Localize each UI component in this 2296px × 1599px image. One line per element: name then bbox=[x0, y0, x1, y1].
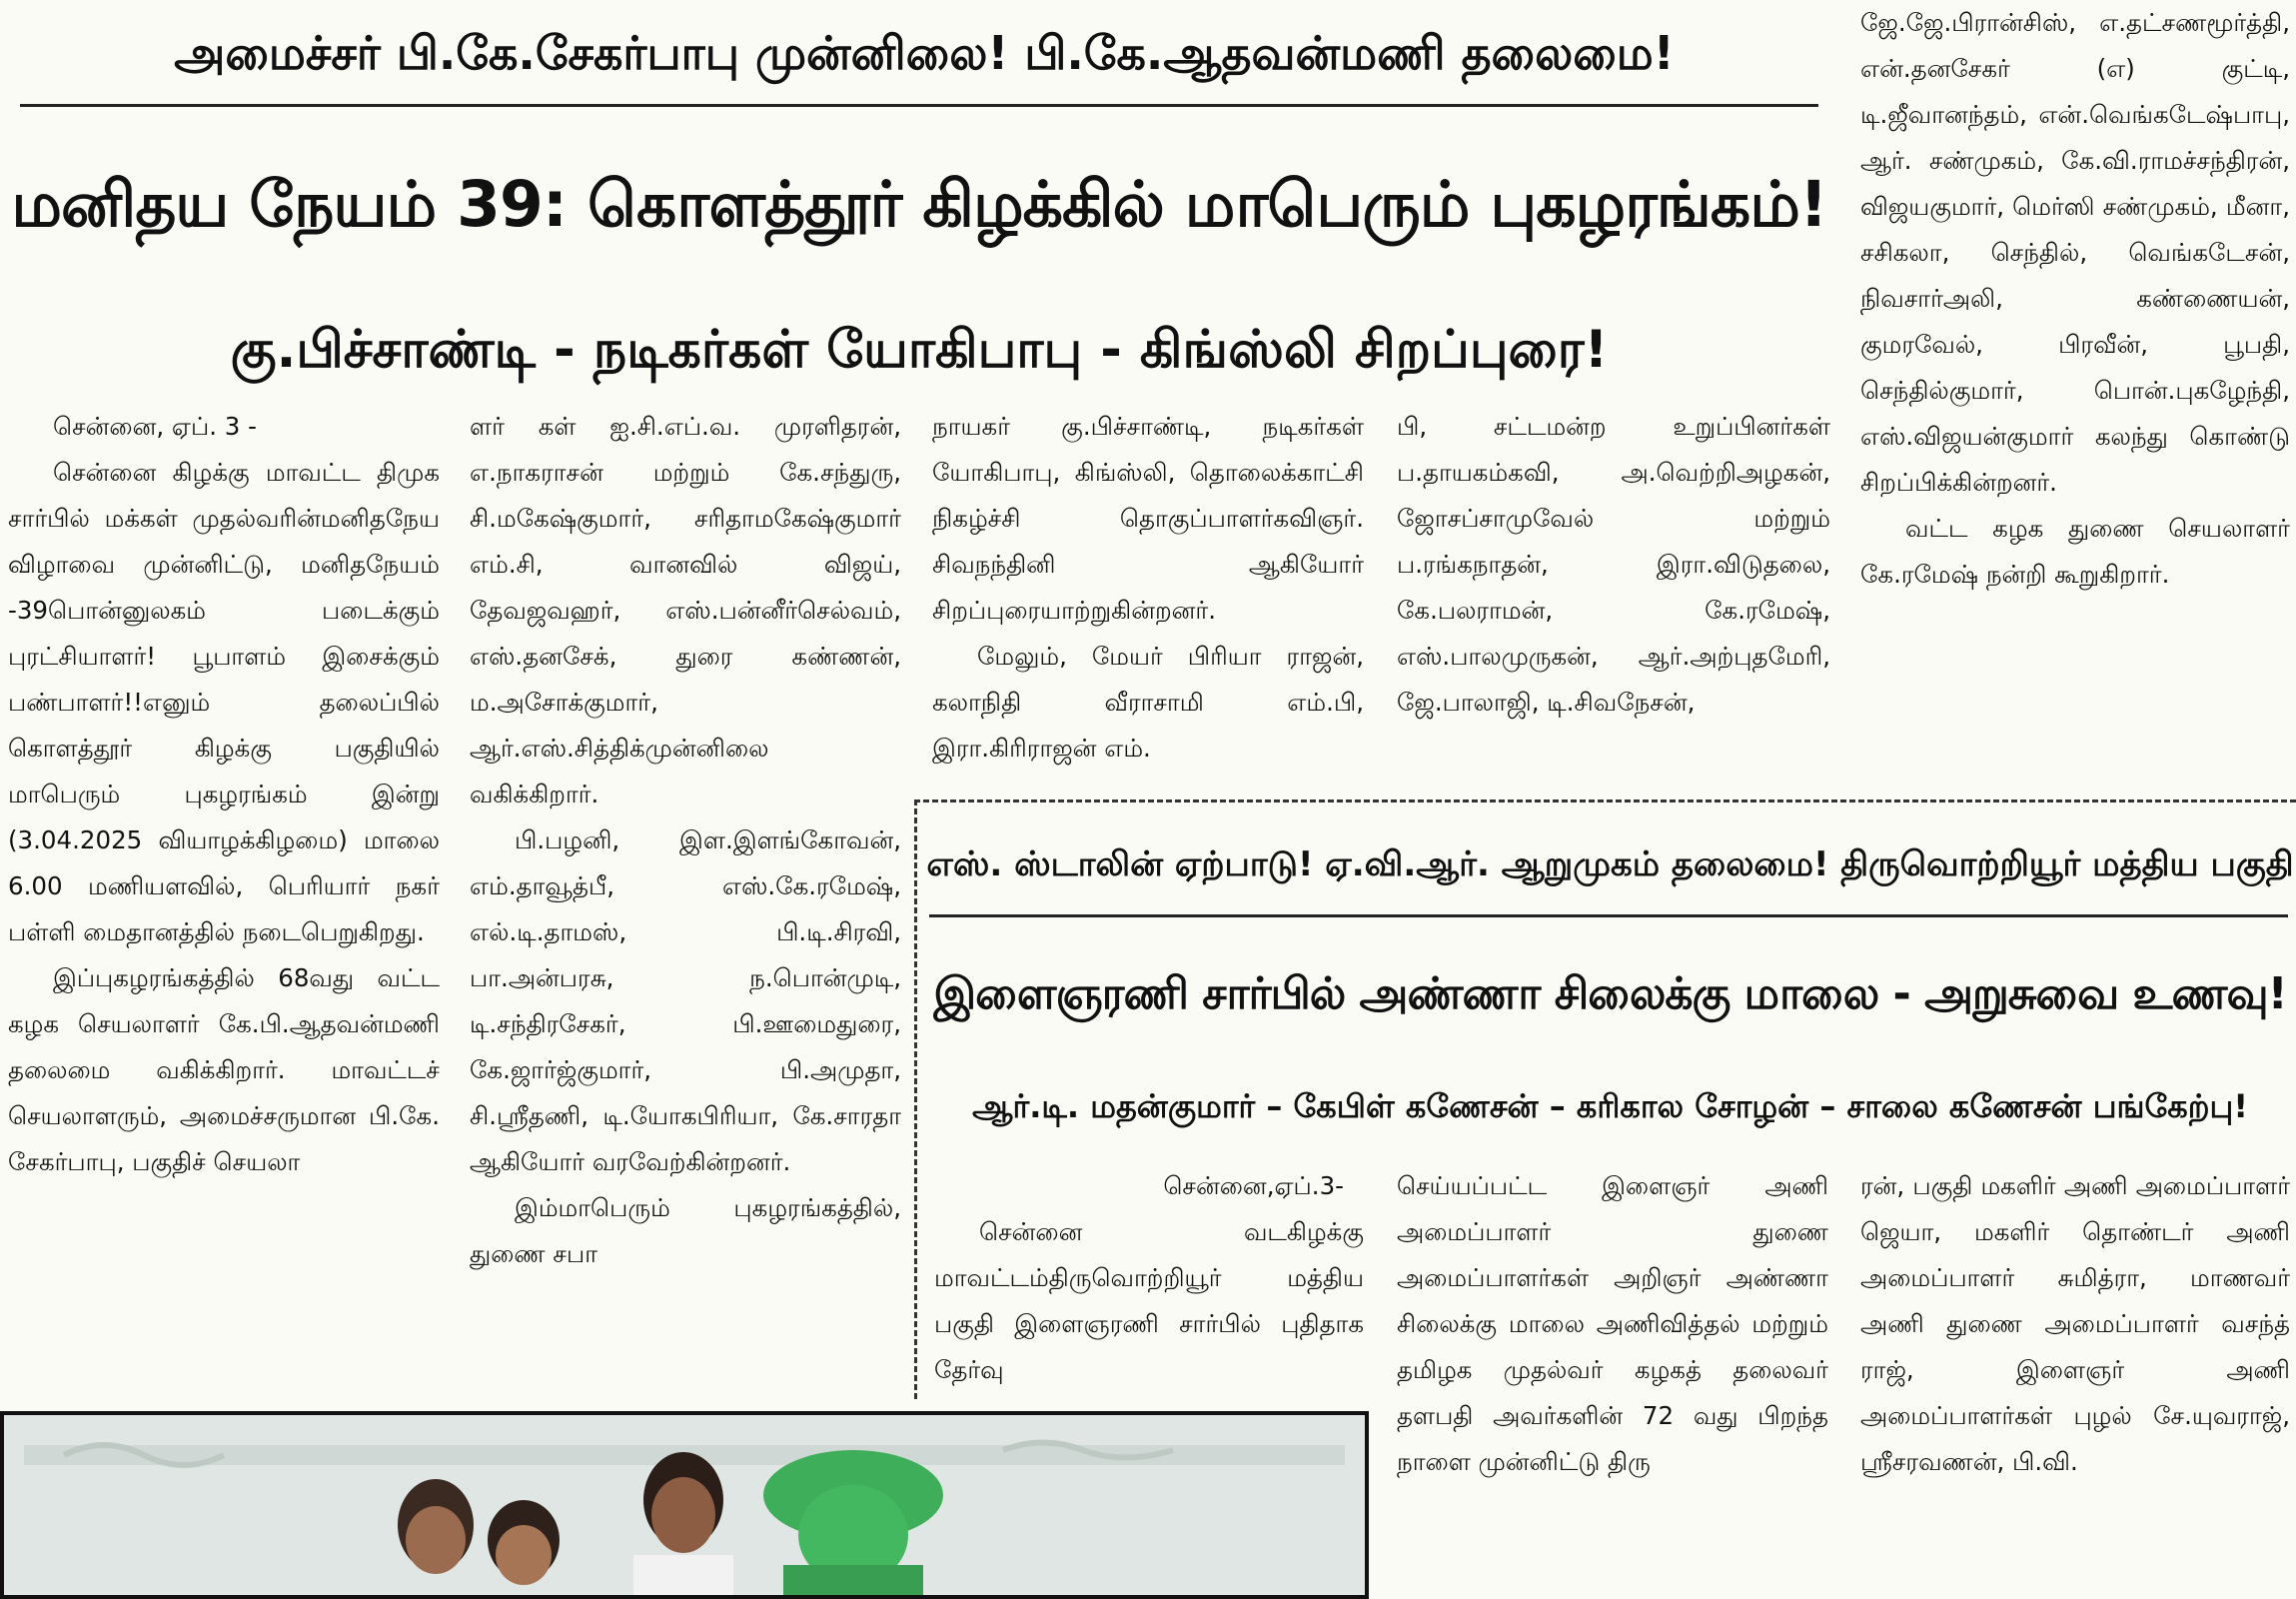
kicker-rule bbox=[20, 104, 1818, 107]
paragraph: பி, சட்டமன்ற உறுப்பினர்கள் ப.தாயகம்கவி, அ.வெற்றிஅழகன், ஜோசப்சாமுவேல் மற்றும் ப.ரங்கநாதன், இரா.விடுதலை, கே.பலராமன், கே.ரமேஷ், எஸ்.பாலமுருகன், ஆர்.அற்புதமேரி, ஜே.பாலாஜி, டி.சிவநேசன், bbox=[1397, 412, 1830, 717]
top-story-column-5 bbox=[1860, 0, 2290, 774]
second-story-border-top bbox=[914, 800, 2296, 802]
paragraph: ளர் கள் ஐ.சி.எப்.வ. முரளிதரன், எ.நாகராசன் மற்றும் கே.சந்துரு, சி.மகேஷ்குமார், சரிதாமகேஷ்குமார் எம்.சி, வானவில் விஜய், தேவஜவஹர், எஸ்.பன்னீர்செல்வம், எஸ்.தனசேக், துரை கண்ணன், ம.அசோக்குமார், ஆர்.எஸ்.சித்திக்முன்னிலை வகிக்கிறார். bbox=[470, 412, 901, 808]
paragraph: சென்னை கிழக்கு மாவட்ட திமுக சார்பில் மக்கள் முதல்வரின்மனிதநேய விழாவை முன்னிட்டு, மனிதநேயம் -39பொன்னுலகம் படைக்கும் புரட்சியாளர்! பூபாளம் இசைக்கும் பண்பாளர்!!எனும் தலைப்பில் கொளத்தூர் கிழக்கு பகுதியில் மாபெரும் புகழரங்கம் இன்று (3.04.2025 வியாழக்கிழமை) மாலை 6.00 மணியளவில், பெரியார் நகர் பள்ளி மைதானத்தில் நடைபெறுகிறது. bbox=[8, 458, 440, 946]
top-story-kicker: அமைச்சர் பி.கே.சேகர்பாபு முன்னிலை! பி.கே.ஆதவன்மணி தலைமை! bbox=[174, 26, 1675, 80]
paragraph: இம்மாபெரும் புகழரங்கத்தில், துணை சபா bbox=[470, 1193, 901, 1268]
second-story-headline: இளைஞரணி சார்பில் அண்ணா சிலைக்கு மாலை - அறுசுவை உணவு! bbox=[933, 968, 2287, 1019]
second-story-subhead: ஆர்.டி. மதன்குமார் – கேபிள் கணேசன் – கரிகால சோழன் – சாலை கணேசன் பங்கேற்பு! bbox=[972, 1087, 2248, 1125]
paragraph: வட்ட கழக துணை செயலாளர் கே.ரமேஷ் நன்றி கூறுகிறார். bbox=[1860, 514, 2290, 589]
paragraph: இப்புகழரங்கத்தில் 68வது வட்ட கழக செயலாளர் கே.பி.ஆதவன்மணி தலைமை வகிக்கிறார். மாவட்டச் செயலாளரும், அமைச்சருமான பி.கே. சேகர்பாபு, பகுதிச் செயலா bbox=[8, 963, 440, 1176]
photo-statue-icon bbox=[4, 1415, 1365, 1595]
paragraph: பி.பழனி, இள.இளங்கோவன், எம்.தாவூத்பீ, எஸ்.கே.ரமேஷ், எல்.டி.தாமஸ், பி.டி.சிரவி, பா.அன்பரசு, ந.பொன்முடி, டி.சந்திரசேகர், பி.ஊமைதுரை, கே.ஜார்ஜ்குமார், பி.அமுதா, சி.ஸ்ரீதணி, டி.யோகபிரியா, கே.சாரதா ஆகியோர் வரவேற்கின்றனர். bbox=[470, 825, 901, 1176]
paragraph: ரன், பகுதி மகளிர் அணி அமைப்பாளர் ஜெயா, மகளிர் தொண்டர் அணி அமைப்பாளர் சுமித்ரா, மாணவர் அணி துணை அமைப்பாளர் வசந்த் ராஜ், இளைஞர் அணி அமைப்பாளர்கள் புழல் சே.யுவராஜ், ஸ்ரீசரவணன், பி.வி. bbox=[1860, 1171, 2290, 1476]
top-story-headline: மனிதய நேயம் 39: கொளத்தூர் கிழக்கில் மாபெரும் புகழரங்கம்! bbox=[11, 168, 1827, 241]
top-story-subhead: கு.பிச்சாண்டி - நடிகர்கள் யோகிபாபு - கிங்ஸ்லி சிறப்புரை! bbox=[230, 320, 1609, 380]
paragraph: ஜே.ஜே.பிரான்சிஸ், எ.தட்சணமூர்த்தி, என்.தனசேகர் (எ) குட்டி, டி.ஜீவானந்தம், என்.வெங்கடேஷ்பாபு, ஆர். சண்முகம், கே.வி.ராமச்சந்திரன், விஜயகுமார், மெர்ஸி சண்முகம், மீனா, சசிகலா, செந்தில், வெங்கடேசன், நிவசார்அலி, கண்ணையன், குமரவேல், பிரவீன், பூபதி, செந்தில்குமார், பொன்.புகழேந்தி, எஸ்.விஜயன்குமார் கலந்து கொண்டு சிறப்பிக்கின்றனர். bbox=[1860, 8, 2290, 497]
paragraph: மேலும், மேயர் பிரியா ராஜன், கலாநிதி வீராசாமி எம்.பி, இரா.கிரிராஜன் எம். bbox=[932, 642, 1364, 763]
paragraph: சென்னை வடகிழக்கு மாவட்டம்திருவொற்றியூர் மத்திய பகுதி இளைஞரணி சார்பில் புதிதாக தேர்வு bbox=[934, 1217, 1364, 1384]
top-story-column-4 bbox=[1397, 404, 1830, 790]
second-kicker-rule bbox=[929, 914, 2288, 917]
second-story-column-2 bbox=[1397, 1163, 1828, 1581]
top-story-column-2 bbox=[470, 404, 901, 1383]
paragraph: நாயகர் கு.பிச்சாண்டி, நடிகர்கள் யோகிபாபு, கிங்ஸ்லி, தொலைக்காட்சி நிகழ்ச்சி தொகுப்பாளர்கவிஞர். சிவநந்தினி ஆகியோர் சிறப்புரையாற்றுகின்றனர். bbox=[932, 412, 1364, 625]
second-story-border-left bbox=[914, 800, 917, 1399]
paragraph: செய்யப்பட்ட இளைஞர் அணி அமைப்பாளர் துணை அமைப்பாளர்கள் அறிஞர் அண்ணா சிலைக்கு மாலை அணிவித்தல் மற்றும் தமிழக முதல்வர் கழகத் தலைவர் தளபதி அவர்களின் 72 வது பிறந்த நாளை முன்னிட்டு திரு bbox=[1397, 1171, 1828, 1476]
dateline: சென்னை, ஏப். 3 - bbox=[53, 412, 258, 441]
dateline: சென்னை,ஏப்.3- bbox=[1163, 1171, 1344, 1200]
second-story-column-3 bbox=[1860, 1163, 2290, 1581]
second-story-column-1 bbox=[934, 1163, 1364, 1393]
news-photo bbox=[0, 1411, 1369, 1599]
second-story-kicker: எஸ். ஸ்டாலின் ஏற்பாடு! ஏ.வி.ஆர். ஆறுமுகம் தலைமை! திருவொற்றியூர் மத்திய பகுதி bbox=[926, 844, 2294, 884]
top-story-column-3 bbox=[932, 404, 1364, 790]
top-story-column-1 bbox=[8, 404, 440, 1383]
